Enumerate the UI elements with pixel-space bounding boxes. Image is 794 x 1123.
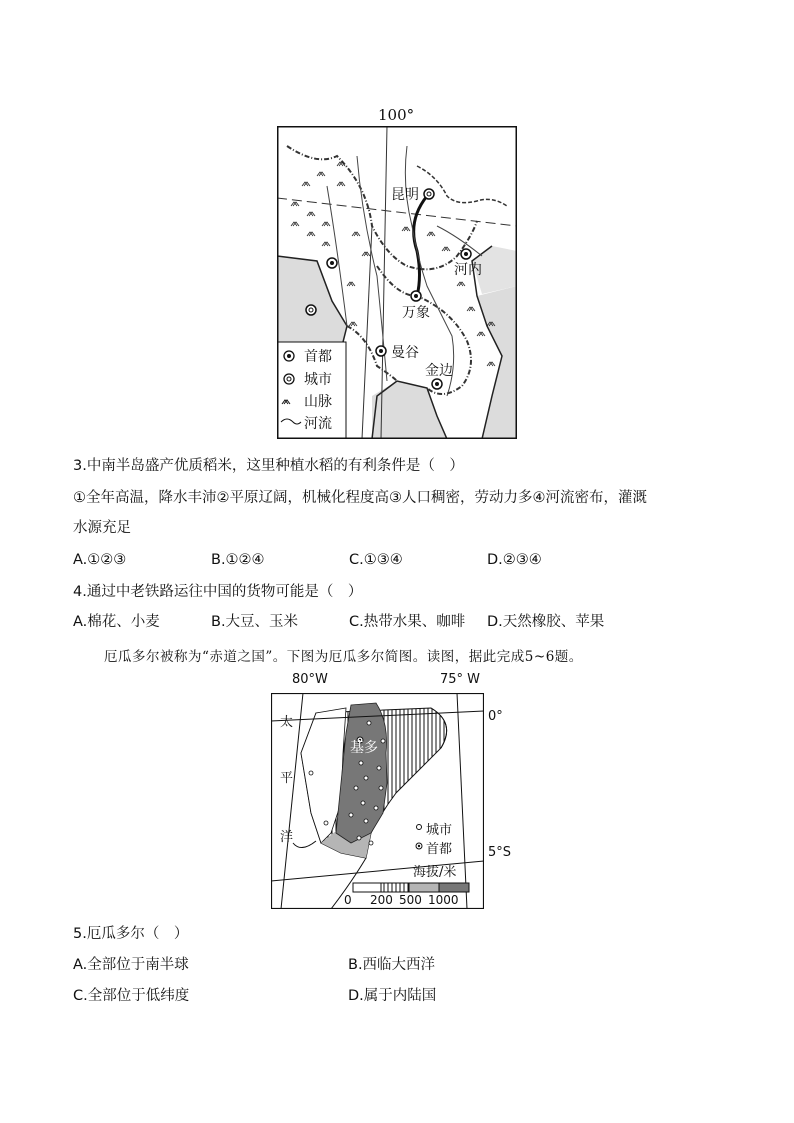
elevation-tick-200: 200: [370, 893, 393, 907]
q3-option-d: D.②③④: [487, 552, 542, 568]
q5-option-b: B.西临大西洋: [348, 957, 436, 973]
capital-label-quito: 基多: [350, 740, 378, 756]
q5-option-a: A.全部位于南半球: [73, 957, 189, 973]
elevation-scale: [353, 883, 469, 892]
q4-option-d: D.天然橡胶、苹果: [487, 614, 605, 630]
vientiane-marker: [411, 291, 421, 301]
lon-75w-label: 75° W: [440, 672, 481, 687]
city-label-kunming: 昆明: [391, 187, 419, 203]
ocean-char-2: 平: [280, 771, 294, 786]
q4-option-b: B.大豆、玉米: [211, 614, 299, 630]
elevation-tick-500: 500: [399, 893, 422, 907]
legend-city-label: 城市: [304, 372, 332, 388]
naypyidaw-marker: [327, 258, 337, 268]
city-label-hanoi: 河内: [454, 262, 482, 278]
legend-capital-label: 首都: [304, 349, 332, 365]
q5-option-c: C.全部位于低纬度: [73, 988, 190, 1004]
q3-conditions-line2: 水源充足: [73, 520, 131, 536]
lat-0-label: 0°: [488, 709, 503, 724]
q5-option-d: D.属于内陆国: [348, 988, 437, 1004]
legend-city-label-2: 城市: [426, 823, 453, 838]
ocean-char-3: 洋: [280, 830, 294, 845]
city-label-vientiane: 万象: [402, 305, 430, 321]
q4-option-c: C.热带水果、咖啡: [349, 614, 466, 630]
q3-option-a: A.①②③: [73, 552, 127, 568]
q3-option-c: C.①③④: [349, 552, 403, 568]
ocean-char-1: 太: [280, 715, 294, 730]
elevation-title: 海拔/米: [413, 865, 457, 880]
longitude-label: 100°: [378, 106, 415, 124]
elevation-tick-1000: 1000: [428, 893, 459, 907]
bangkok-marker: [376, 346, 386, 356]
kunming-marker: [424, 189, 434, 199]
phnompenh-marker: [432, 379, 442, 389]
legend-capital-label-2: 首都: [426, 842, 453, 857]
q3-stem: 3.中南半岛盛产优质稻米，这里种植水稻的有利条件是（ ）: [73, 458, 464, 474]
city-label-phnompenh: 金边: [425, 363, 453, 379]
yangon-marker: [306, 305, 316, 315]
ecuador-intro: 厄瓜多尔被称为“赤道之国”。下图为厄瓜多尔简图。读图，据此完成5~6题。: [104, 649, 583, 665]
q4-option-a: A.棉花、小麦: [73, 614, 160, 630]
elevation-tick-0: 0: [344, 893, 352, 907]
legend-mountain-label: 山脉: [304, 394, 332, 410]
q3-conditions-line1: ①全年高温，降水丰沛②平原辽阔，机械化程度高③人口稠密，劳动力多④河流密布，灌溉: [73, 490, 647, 506]
lat-5s-label: 5°S: [488, 845, 512, 860]
lon-80w-label: 80°W: [292, 672, 328, 687]
q4-stem: 4.通过中老铁路运往中国的货物可能是（ ）: [73, 584, 363, 600]
legend-river-label: 河流: [304, 416, 332, 432]
hanoi-marker: [461, 249, 471, 259]
q3-option-b: B.①②④: [211, 552, 265, 568]
city-label-bangkok: 曼谷: [391, 345, 419, 361]
q5-stem: 5.厄瓜多尔（ ）: [73, 926, 189, 942]
